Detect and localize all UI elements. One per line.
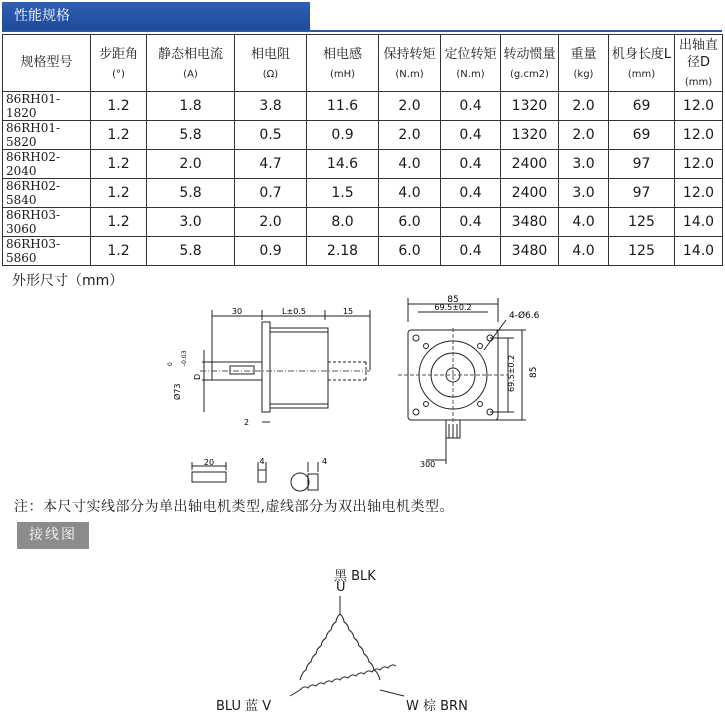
key-length-label: 20 xyxy=(203,458,215,467)
dim-length-label: L±0.5 xyxy=(282,307,306,316)
column-header-label: 转动惯量 xyxy=(503,46,556,62)
table-row xyxy=(3,208,723,237)
dimension-note: 注：本尺寸实线部分为单出轴电机类型,虚线部分为双出轴电机类型。 xyxy=(14,499,454,515)
table-cell: 3480 xyxy=(501,208,559,237)
table-cell: 3.0 xyxy=(559,179,609,208)
dim-30-label: 30 xyxy=(231,307,243,316)
table-cell: 3480 xyxy=(501,237,559,266)
wire-u-color-label: 黑 BLK xyxy=(334,569,376,584)
model-cell: 86RH03-3060 xyxy=(3,208,91,237)
table-cell: 125 xyxy=(609,208,675,237)
table-cell: 1.5 xyxy=(307,179,379,208)
table-cell: 0.4 xyxy=(441,208,501,237)
column-header-9 xyxy=(609,35,675,92)
table-row xyxy=(3,179,723,208)
table-cell: 125 xyxy=(609,237,675,266)
table-row xyxy=(3,237,723,266)
table-cell: 6.0 xyxy=(379,237,441,266)
table-cell: 5.8 xyxy=(147,121,235,150)
model-cell: 86RH02-2040 xyxy=(3,150,91,179)
table-cell: 4.0 xyxy=(559,208,609,237)
column-header-2 xyxy=(147,35,235,92)
column-header-unit: (mm) xyxy=(627,68,656,80)
table-cell: 14.0 xyxy=(675,208,723,237)
side-view-drawing xyxy=(160,300,390,430)
table-cell: 0.4 xyxy=(441,121,501,150)
dim-tol-top: 0 xyxy=(167,362,174,366)
flat-depth-label: 4 xyxy=(322,457,328,466)
front-view-drawing xyxy=(396,292,556,472)
column-header-unit: (A) xyxy=(183,68,198,80)
table-cell: 2.0 xyxy=(379,92,441,121)
dim-tol-bottom: -0.03 xyxy=(181,350,188,366)
table-cell: 2.0 xyxy=(147,150,235,179)
column-header-0 xyxy=(3,35,91,92)
wiring-diagram xyxy=(280,596,420,704)
table-cell: 0.4 xyxy=(441,92,501,121)
model-cell: 86RH03-5860 xyxy=(3,237,91,266)
column-header-5 xyxy=(379,35,441,92)
column-header-label: 定位转矩 xyxy=(444,46,497,62)
table-cell: 12.0 xyxy=(675,179,723,208)
table-cell: 0.5 xyxy=(235,121,307,150)
table-cell: 1320 xyxy=(501,92,559,121)
table-cell: 14.0 xyxy=(675,237,723,266)
table-cell: 4.7 xyxy=(235,150,307,179)
table-cell: 2400 xyxy=(501,179,559,208)
table-cell: 1.2 xyxy=(91,237,147,266)
table-cell: 1.8 xyxy=(147,92,235,121)
table-cell: 0.4 xyxy=(441,237,501,266)
table-cell: 2.18 xyxy=(307,237,379,266)
column-header-label: 规格型号 xyxy=(20,55,73,70)
column-header-label: 相电阻 xyxy=(250,46,290,62)
column-header-unit: (mm) xyxy=(684,77,713,88)
column-header-1 xyxy=(91,35,147,92)
column-header-6 xyxy=(441,35,501,92)
dim-d-label: D xyxy=(193,373,202,380)
header-divider xyxy=(2,30,722,32)
table-cell: 2.0 xyxy=(559,92,609,121)
column-header-4 xyxy=(307,35,379,92)
column-header-unit: (kg) xyxy=(573,68,594,80)
table-row xyxy=(3,92,723,121)
table-row xyxy=(3,121,723,150)
table-cell: 4.0 xyxy=(559,237,609,266)
dimensions-title: 外形尺寸（mm） xyxy=(12,273,124,289)
table-cell: 0.4 xyxy=(441,179,501,208)
front-holes-label: 4-Ø6.6 xyxy=(509,311,540,321)
column-header-unit: (g.cm2) xyxy=(510,68,549,80)
table-row xyxy=(3,150,723,179)
table-cell: 0.9 xyxy=(307,121,379,150)
front-hole-spacing-label: 69.5±0.2 xyxy=(434,303,472,312)
table-cell: 1.2 xyxy=(91,179,147,208)
table-cell: 11.6 xyxy=(307,92,379,121)
table-cell: 0.9 xyxy=(235,237,307,266)
column-header-8 xyxy=(559,35,609,92)
column-header-unit: (N.m) xyxy=(395,68,424,80)
table-cell: 3.0 xyxy=(147,208,235,237)
column-header-label: 静态相电流 xyxy=(157,46,223,62)
table-cell: 4.0 xyxy=(379,150,441,179)
table-cell: 2.0 xyxy=(379,121,441,150)
table-cell: 4.0 xyxy=(379,179,441,208)
table-cell: 1.2 xyxy=(91,150,147,179)
table-cell: 0.4 xyxy=(441,150,501,179)
lead-length-label: 300 xyxy=(420,460,436,469)
column-header-label: 出轴直径D xyxy=(678,38,718,70)
table-cell: 0.7 xyxy=(235,179,307,208)
column-header-7 xyxy=(501,35,559,92)
section-header-specs: 性能规格 xyxy=(2,2,310,30)
front-height-label: 85 xyxy=(529,366,539,378)
front-vertical-spacing-label: 69.5±0.2 xyxy=(507,354,516,392)
table-cell: 8.0 xyxy=(307,208,379,237)
wire-v-label: BLU 蓝 V xyxy=(216,699,272,712)
table-cell: 5.8 xyxy=(147,179,235,208)
table-cell: 5.8 xyxy=(147,237,235,266)
column-header-10 xyxy=(675,35,723,92)
table-header-row xyxy=(3,35,723,92)
model-cell: 86RH01-5820 xyxy=(3,121,91,150)
table-cell: 1.2 xyxy=(91,121,147,150)
key-width-label: 4 xyxy=(259,457,265,466)
column-header-unit: (Ω) xyxy=(262,68,279,80)
wire-w-label: W 棕 BRN xyxy=(406,699,468,712)
dim-diameter-label: Ø73 xyxy=(173,383,182,400)
table-cell: 6.0 xyxy=(379,208,441,237)
column-header-label: 步距角 xyxy=(98,46,138,62)
table-cell: 69 xyxy=(609,92,675,121)
model-cell: 86RH02-5840 xyxy=(3,179,91,208)
table-cell: 1.2 xyxy=(91,92,147,121)
column-header-unit: (°) xyxy=(112,68,125,80)
key-detail-drawing xyxy=(188,456,338,496)
table-cell: 12.0 xyxy=(675,92,723,121)
front-width-label: 85 xyxy=(447,295,459,305)
table-cell: 14.6 xyxy=(307,150,379,179)
table-cell: 2.0 xyxy=(559,121,609,150)
column-header-unit: (N.m) xyxy=(456,68,485,80)
table-cell: 2400 xyxy=(501,150,559,179)
column-header-3 xyxy=(235,35,307,92)
dim-flange-label: 2 xyxy=(244,418,250,427)
column-header-label: 重量 xyxy=(570,46,597,62)
wiring-tab[interactable]: 接线图 xyxy=(17,522,89,549)
table-cell: 3.0 xyxy=(559,150,609,179)
table-cell: 2.0 xyxy=(235,208,307,237)
table-cell: 69 xyxy=(609,121,675,150)
dim-15-label: 15 xyxy=(342,307,354,316)
wire-u-letter: U xyxy=(336,580,346,595)
table-cell: 12.0 xyxy=(675,150,723,179)
spec-table xyxy=(2,34,723,266)
table-cell: 3.8 xyxy=(235,92,307,121)
column-header-unit: (mH) xyxy=(329,68,356,80)
model-cell: 86RH01-1820 xyxy=(3,92,91,121)
column-header-label: 相电感 xyxy=(322,46,362,62)
table-cell: 1320 xyxy=(501,121,559,150)
column-header-label: 保持转矩 xyxy=(383,46,436,62)
column-header-label: 机身长度L xyxy=(611,46,672,62)
table-cell: 12.0 xyxy=(675,121,723,150)
table-cell: 97 xyxy=(609,179,675,208)
table-cell: 1.2 xyxy=(91,208,147,237)
table-cell: 97 xyxy=(609,150,675,179)
